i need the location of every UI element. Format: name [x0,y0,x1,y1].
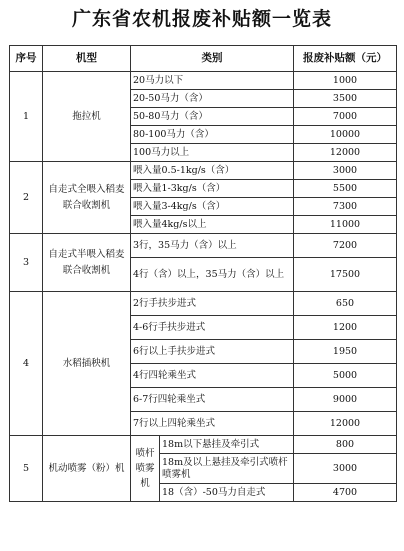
category: 喂入量0.5-1kg/s（含） [131,162,294,180]
amount: 11000 [294,216,397,234]
category: 7行以上四轮乘坐式 [131,412,294,436]
amount: 7000 [294,108,397,126]
row-no: 2 [10,162,43,234]
amount: 1200 [294,316,397,340]
amount: 3000 [294,454,397,484]
category: 3行，35马力（含）以上 [131,234,294,258]
table-row [10,234,397,258]
category: 2行手扶步进式 [131,292,294,316]
category: 50-80马力（含） [131,108,294,126]
row-no: 4 [10,292,43,436]
amount: 12000 [294,412,397,436]
subsidy-table [9,45,397,502]
category: 4行（含）以上，35马力（含）以上 [131,258,294,292]
machine-type: 水稻插秧机 [43,292,131,436]
category: 18m及以上悬挂及牵引式喷杆喷雾机 [160,454,294,484]
header-amount: 报废补贴额（元） [294,46,397,72]
amount: 4700 [294,484,397,502]
amount: 17500 [294,258,397,292]
table-row [10,72,397,90]
amount: 12000 [294,144,397,162]
header-machine: 机型 [43,46,131,72]
amount: 3500 [294,90,397,108]
category: 4行四轮乘坐式 [131,364,294,388]
category: 20马力以下 [131,72,294,90]
amount: 800 [294,436,397,454]
table-row [10,292,397,316]
category: 4-6行手扶步进式 [131,316,294,340]
table-row [10,436,397,454]
row-no: 1 [10,72,43,162]
category: 喂入量4kg/s以上 [131,216,294,234]
category: 100马力以上 [131,144,294,162]
category: 18m以下悬挂及牵引式 [160,436,294,454]
amount: 5000 [294,364,397,388]
row-no: 5 [10,436,43,502]
amount: 10000 [294,126,397,144]
page-title: 广东省农机报废补贴额一览表 [71,8,332,30]
amount: 7200 [294,234,397,258]
category: 喂入量3-4kg/s（含） [131,198,294,216]
machine-type: 机动喷雾（粉）机 [43,436,131,502]
table-header-row [10,46,397,72]
machine-type: 自走式全喂入稻麦联合收割机 [43,162,131,234]
machine-subtype: 喷杆喷雾机 [131,436,160,502]
category: 喂入量1-3kg/s（含） [131,180,294,198]
category: 6-7行四轮乘坐式 [131,388,294,412]
category: 18（含）-50马力自走式 [160,484,294,502]
amount: 1000 [294,72,397,90]
amount: 7300 [294,198,397,216]
category: 6行以上手扶步进式 [131,340,294,364]
row-no: 3 [10,234,43,292]
category: 80-100马力（含） [131,126,294,144]
amount: 5500 [294,180,397,198]
amount: 9000 [294,388,397,412]
header-no: 序号 [10,46,43,72]
amount: 650 [294,292,397,316]
header-category: 类别 [131,46,294,72]
machine-type: 自走式半喂入稻麦联合收割机 [43,234,131,292]
amount: 1950 [294,340,397,364]
table-row [10,162,397,180]
machine-type: 拖拉机 [43,72,131,162]
amount: 3000 [294,162,397,180]
category: 20-50马力（含） [131,90,294,108]
